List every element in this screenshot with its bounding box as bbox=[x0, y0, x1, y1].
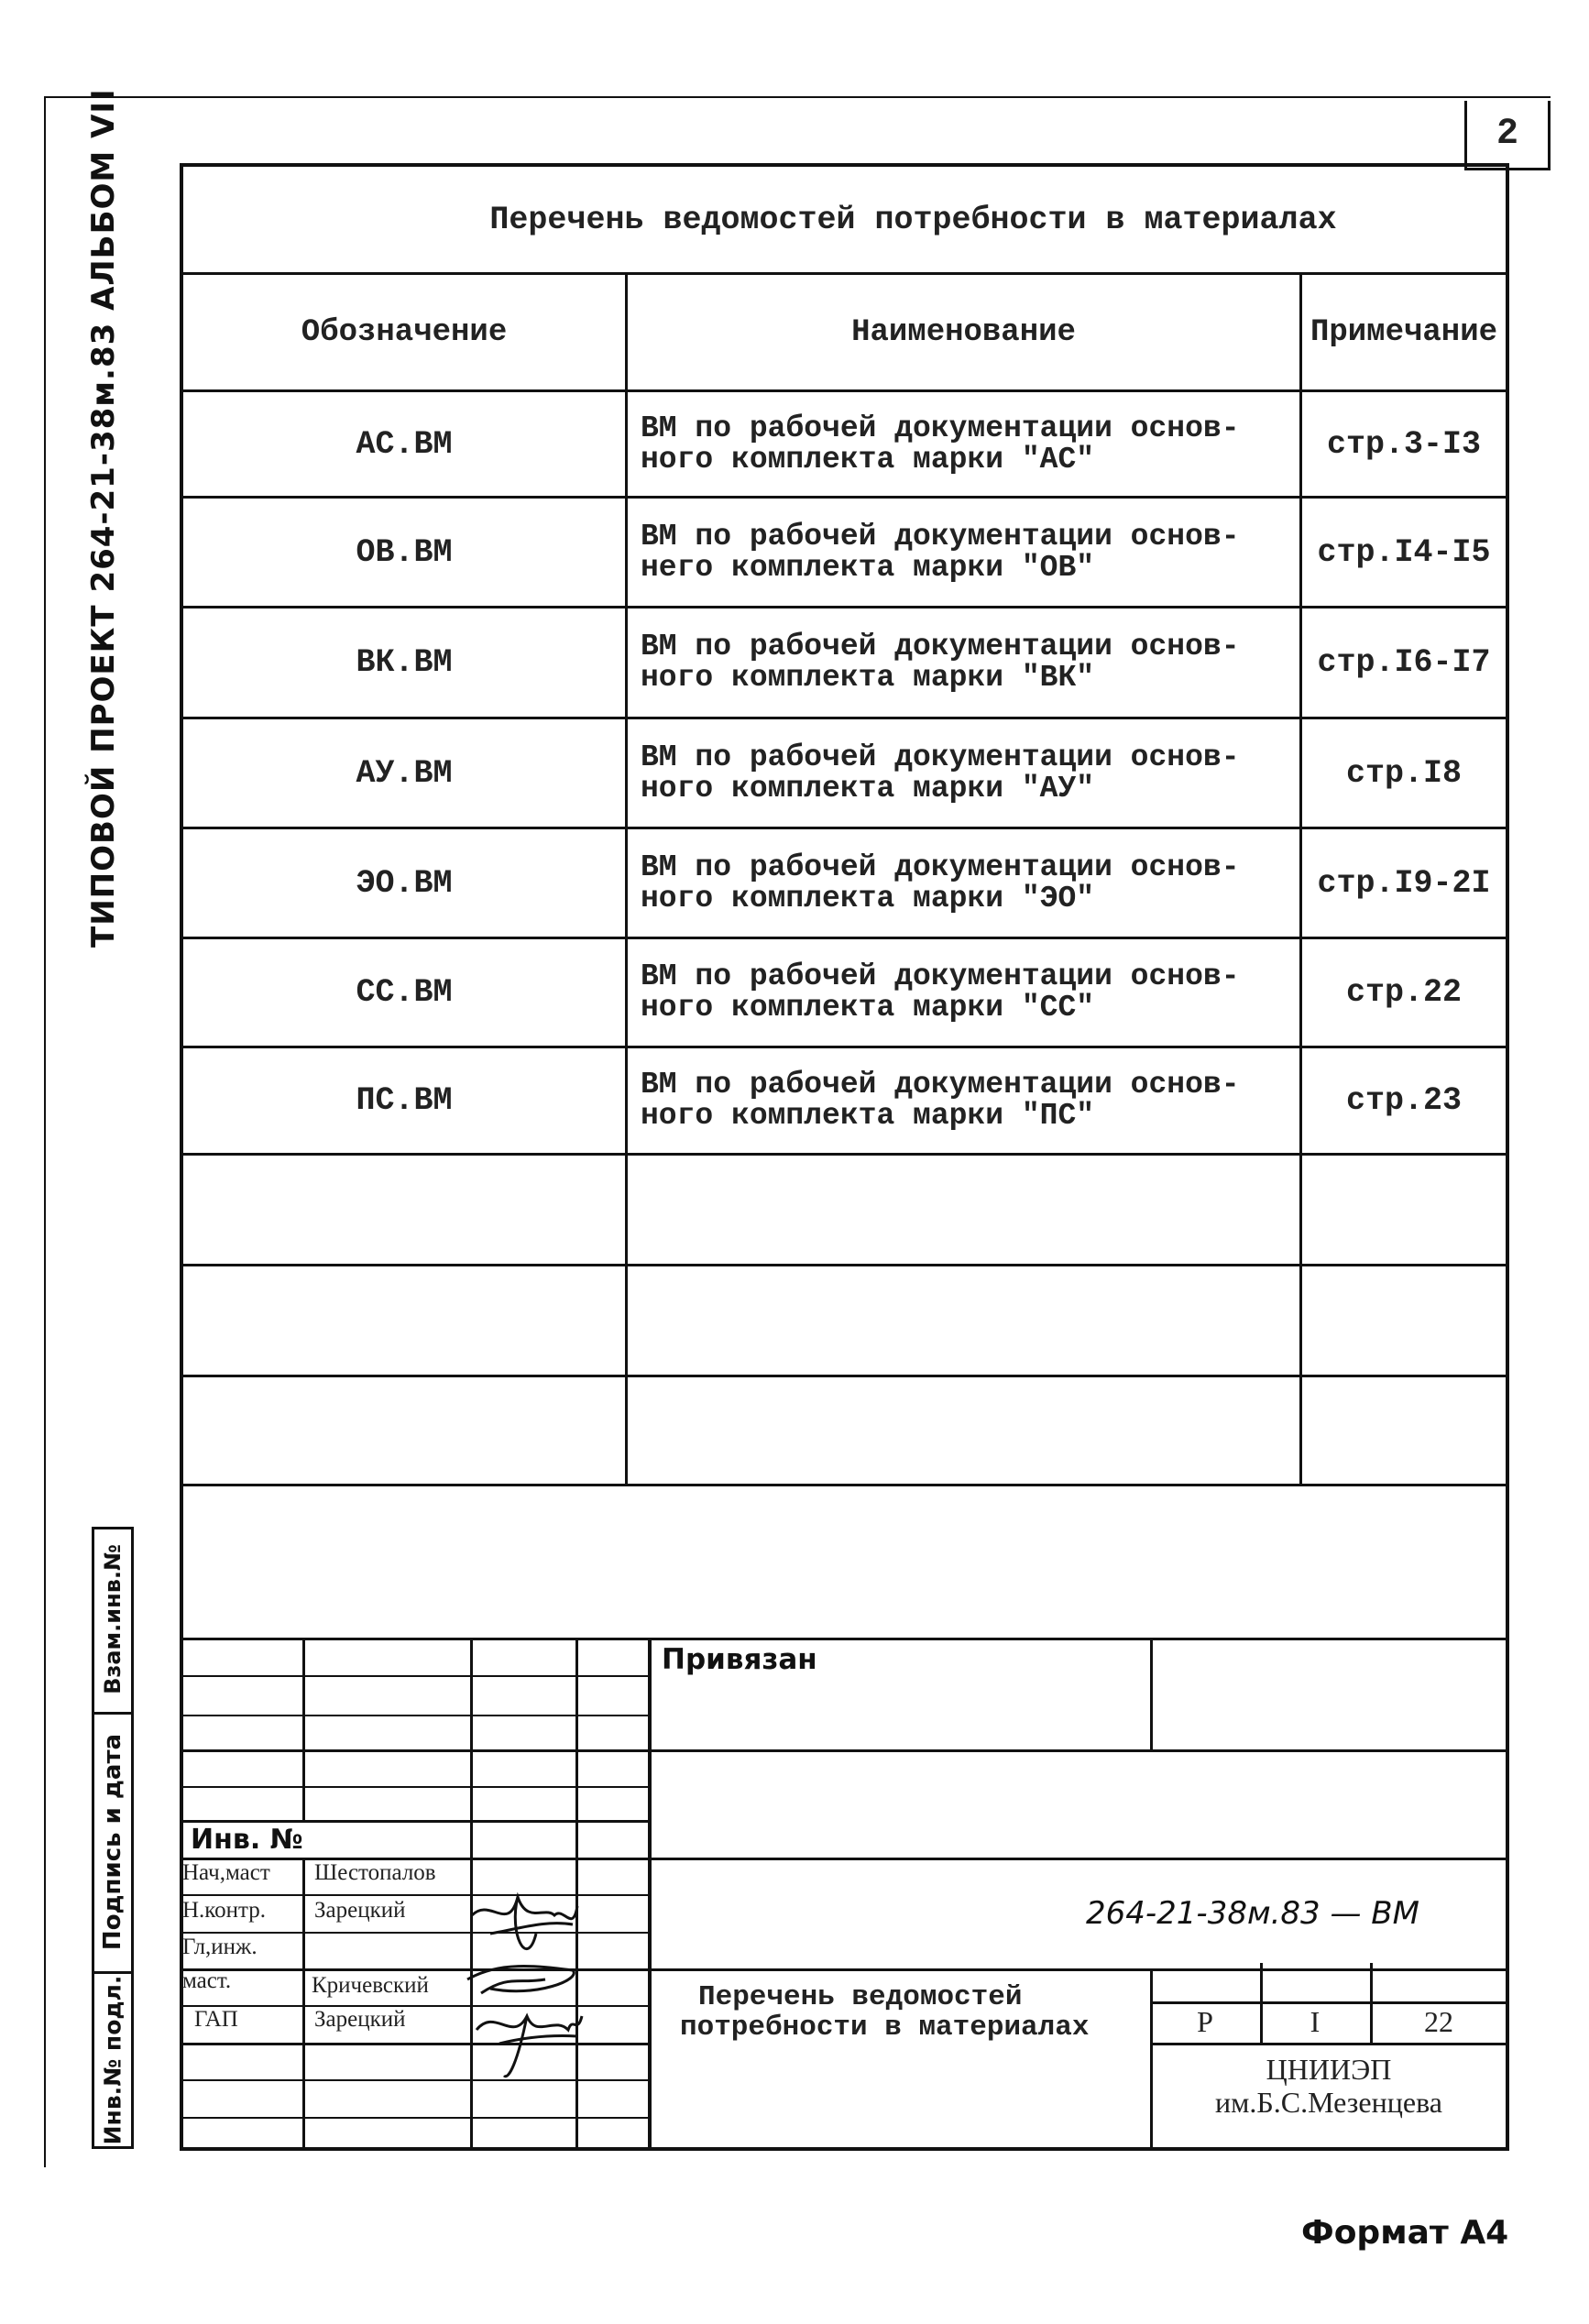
organization-line2: им.Б.С.Мезенцева bbox=[1215, 2086, 1442, 2119]
doc-title-line2: потребности в материалах bbox=[680, 2012, 1090, 2044]
attached-label: Привязан bbox=[662, 1643, 817, 1676]
stamp-line bbox=[1150, 2001, 1509, 2004]
row-name-line2: ного комплекта марки "СС" bbox=[641, 991, 1095, 1025]
role-label: Гл,инж. bbox=[182, 1935, 258, 1959]
row-note: стр.I8 bbox=[1345, 754, 1463, 792]
table-row-empty bbox=[183, 1266, 1506, 1377]
organization-line1: ЦНИИЭП bbox=[1266, 2053, 1392, 2086]
side-stamp-inv-orig: Инв.№ подл. bbox=[99, 1975, 126, 2145]
table-row bbox=[183, 939, 1506, 1048]
row-name-line2: ного комплекта марки "ПС" bbox=[641, 1099, 1095, 1133]
signature-1 bbox=[472, 1897, 577, 1949]
person-name: Зарецкий bbox=[314, 2007, 406, 2032]
stage-value: Р bbox=[1197, 2005, 1213, 2038]
side-stamp-replace: Взам.инв.№ bbox=[100, 1544, 126, 1694]
table-row bbox=[183, 829, 1506, 939]
table-row bbox=[183, 608, 1506, 719]
row-name-line2: ного комплекта марки "АС" bbox=[641, 442, 1095, 477]
row-name-line2: ного комплекта марки "ВК" bbox=[641, 661, 1095, 695]
sheets-total-value: 22 bbox=[1424, 2005, 1453, 2038]
row-code: ВК.ВМ bbox=[183, 608, 628, 717]
stamp-vline bbox=[302, 1638, 305, 1820]
role-label: Н.контр. bbox=[182, 1898, 267, 1923]
frame-bottom bbox=[180, 2147, 1509, 2151]
row-name-line1: ВМ по рабочей документации основ- bbox=[641, 630, 1240, 663]
frame-right bbox=[1506, 1483, 1509, 2149]
row-note: стр.23 bbox=[1345, 1082, 1463, 1119]
row-note: стр.22 bbox=[1345, 974, 1463, 1011]
row-name-line1: ВМ по рабочей документации основ- bbox=[641, 959, 1240, 993]
role-label: маст. bbox=[182, 1968, 232, 1993]
header-note: Примечание bbox=[1310, 314, 1498, 350]
row-code: АУ.ВМ bbox=[183, 719, 628, 827]
signatures bbox=[463, 1879, 591, 2089]
stamp-top-line bbox=[180, 1638, 1509, 1640]
frame-left bbox=[180, 1483, 183, 2149]
page-number: 2 bbox=[1496, 114, 1518, 155]
doc-title-line1: Перечень ведомостей bbox=[698, 1981, 1023, 2013]
row-note: стр.I9-2I bbox=[1317, 864, 1491, 902]
header-designation: Обозначение bbox=[183, 275, 628, 389]
row-name-line1: ВМ по рабочей документации основ- bbox=[641, 850, 1240, 884]
stamp-line bbox=[180, 1968, 1509, 1971]
format-label: Формат А4 bbox=[1301, 2214, 1509, 2252]
inv-no-label: Инв. № bbox=[191, 1824, 303, 1856]
stamp-line bbox=[1150, 2043, 1509, 2045]
row-name-line2: ного комплекта марки "АУ" bbox=[641, 771, 1095, 806]
row-code: СС.ВМ bbox=[183, 939, 628, 1046]
person-name: Зарецкий bbox=[314, 1898, 406, 1923]
table-row bbox=[183, 392, 1506, 499]
stamp-vline bbox=[1150, 1638, 1153, 1749]
row-name-line2: него комплекта марки "ОВ" bbox=[641, 550, 1095, 585]
sheet-value: I bbox=[1310, 2005, 1321, 2038]
header-name: Наименование bbox=[628, 275, 1302, 389]
row-name-line1: ВМ по рабочей документации основ- bbox=[641, 1068, 1240, 1102]
row-code: ЭО.ВМ bbox=[183, 829, 628, 937]
role-label: Нач,маст bbox=[182, 1860, 270, 1885]
row-code: ПС.ВМ bbox=[183, 1048, 628, 1153]
row-name-line1: ВМ по рабочей документации основ- bbox=[641, 740, 1240, 774]
side-stamp-divider bbox=[92, 1712, 134, 1715]
materials-list-table bbox=[180, 163, 1509, 1483]
document-code: 264-21-38м.83 — ВМ bbox=[1086, 1895, 1419, 1932]
row-code: ОВ.ВМ bbox=[183, 499, 628, 606]
side-stamp-signature-date: Подпись и дата bbox=[99, 1733, 126, 1951]
table-row-empty bbox=[183, 1156, 1506, 1266]
side-title: ТИПОВОЙ ПРОЕКТ 264-21-38м.83 АЛЬБОМ VII bbox=[85, 88, 122, 948]
page-number-box bbox=[1464, 101, 1551, 170]
row-code: АС.ВМ bbox=[183, 392, 628, 496]
table-row bbox=[183, 499, 1506, 608]
table-row-empty bbox=[183, 1377, 1506, 1486]
row-note: стр.3-I3 bbox=[1326, 425, 1482, 463]
signature-3 bbox=[477, 2016, 582, 2077]
table-header bbox=[183, 275, 1506, 392]
table-row bbox=[183, 1048, 1506, 1156]
row-name-line1: ВМ по рабочей документации основ- bbox=[641, 411, 1240, 445]
person-name: Кричевский bbox=[312, 1973, 429, 1998]
row-name-line1: ВМ по рабочей документации основ- bbox=[641, 519, 1240, 554]
table-row bbox=[183, 719, 1506, 829]
row-note: стр.I4-I5 bbox=[1317, 533, 1491, 571]
outer-frame-top bbox=[44, 96, 1551, 98]
stamp-vline bbox=[648, 1638, 652, 2149]
person-name: Шестопалов bbox=[314, 1860, 436, 1885]
outer-frame-left bbox=[44, 96, 46, 2167]
role-label: ГАП bbox=[194, 2007, 238, 2032]
row-note: стр.I6-I7 bbox=[1317, 644, 1491, 681]
side-stamp-divider bbox=[92, 1971, 134, 1974]
row-name-line2: ного комплекта марки "ЭО" bbox=[641, 881, 1095, 915]
signature-2 bbox=[467, 1967, 574, 1993]
stamp-vline bbox=[302, 1858, 305, 2149]
stamp-line bbox=[180, 1749, 1509, 1752]
table-title: Перечень ведомостей потребности в материалах bbox=[489, 201, 1337, 238]
